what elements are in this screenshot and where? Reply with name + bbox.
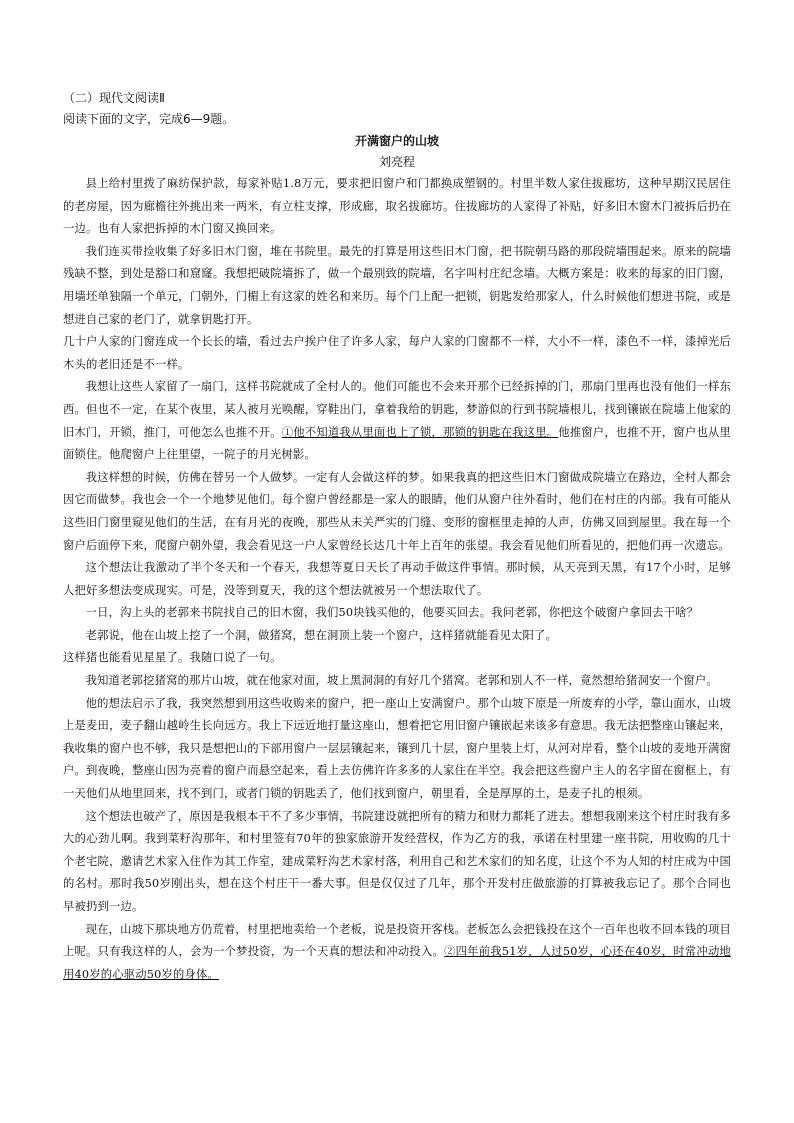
section-heading: （二）现代文阅读Ⅱ (63, 91, 165, 105)
paragraph-text: 几十户人家的门窗连成一个长长的墙，看过去户挨户住了许多人家，每户人家的门窗都不一样，大小不一样，漆色不一样，漆掉光后木头的老旧还是不一样。 (63, 335, 731, 371)
paragraph-text: 我想让这些人家留了一扇门，这样书院就成了全村人的。他们可能也不会来开那个已经拆掉的门，那扇门里再也没有他们一样东西。但也不一定，在某个夜里，某人被月光唤醒，穿鞋出门，拿着我给的钥匙，梦游似的行到书院墙根儿，找到镶嵌在院墙上他家的旧木门，开锁，推门，可他怎么也推不开。 (63, 380, 731, 439)
paragraph-text: 他推窗户，也推不开，窗户也从里面锁住。他爬窗户上往里望，一院子的月光树影。 (63, 425, 731, 462)
paragraph-text: 老郭说，他在山坡上挖了一个洞，做猪窝，想在洞顶上装一个窗户，这样猪就能看见太阳了。 (85, 628, 557, 642)
paragraph (63, 557, 731, 602)
paragraph (63, 693, 731, 806)
paragraph (63, 625, 731, 648)
paragraph-text: 我们连买带捡收集了好多旧木门窗，堆在书院里。最先的打算是用这些旧木门窗，把书院朝马路的那段院墙围起来。原来的院墙残缺不整，到处是豁口和窟窿。我想把破院墙拆了，做一个最别致的院墙，名字叫村庄纪念墙。大概方案是：收来的每家的旧门窗，用墙坯单独隔一个单元，门朝外，门楣上有这家的姓名和来历。每个门上配一把锁，钥匙发给那家人，什么时候他们想进书院，或是想进自己家的老门了，就拿钥匙打开。 (63, 244, 731, 326)
underlined-sentence: ②四年前我51岁，人过50岁，心还在40岁，时常冲动地用40岁的心驱动50岁的身体。 (63, 945, 732, 981)
paragraph (63, 376, 731, 466)
paragraph-text: 这个想法让我激动了半个冬天和一个春天，我想等夏日天长了再动手做这件事情。那时候，从天亮到天黑，有17个小时，足够人把好多想法变成现实。可是，没等到夏天，我的这个想法就被另一个想法取代了。 (63, 561, 731, 597)
paragraph-text: 我这样想的时候，仿佛在替另一个人做梦。一定有人会做这样的梦。如果我真的把这些旧木门窗做成院墙立在路边，全村人都会因它而做梦。我也会一个一个地梦见他们。每个窗户曾经都是一家人的眼睛，他们从窗户往外看时，他们在村庄的内部。我有可能从这些旧门窗里窥见他们的生活，在有月光的夜晚，那些从未关严实的门缝、变形的窗框里走掉的人声，仿佛又回到屋里。我在每一个窗户后面停下来，爬窗户朝外望，我会看见这一户人家曾经长达几十年上百年的张望。我会看见他们所看见的，把他们再一次遗忘。 (63, 470, 731, 552)
paragraph (63, 602, 731, 625)
paragraph-text: 一日，沟上头的老郭来书院找自己的旧木窗，我们50块钱买他的，他要买回去。我问老郭，你把这个破窗户拿回去干啥？ (85, 606, 699, 620)
paragraph-text: 这个想法也破产了，原因是我根本干不了多少事情，书院建设就把所有的精力和财力都耗了进去。想想我刚来这个村庄时我有多大的心劲儿啊。我到菜籽沟那年，和村里签有70年的独家旅游开发经营权，作为乙方的我，承诺在村里建一座书院，用收购的几十个老宅院，邀请艺术家入住作为其工作室，建成菜籽沟艺术家村落，利用自己和艺术家们的知名度，让这个不为人知的村庄成为中国的名村。那时我50岁刚出头，想在这个村庄干一番大事。但是仅仅过了几年，那个开发村庄做旅游的打算被我忘记了。那个合同也早被扔到一边。 (63, 809, 731, 913)
paragraph-text: 这样猪也能看见星星了。我随口说了一句。 (63, 651, 282, 665)
paragraph (63, 331, 731, 376)
paragraph-text: 他的想法启示了我，我突然想到用这些收购来的窗户，把一座山上安满窗户。那个山坡下原是一所废弃的小学，靠山面水，山坡上是麦田，麦子翻山越岭生长向远方。我上下远近地打量这座山，想着把它用旧窗户镶嵌起来该多有意思。我无法把整座山镶起来，我收集的窗户也不够，我只是想把山的下部用窗户一层层镶起来，镶到几十层，窗户里装上灯，从河对岸看，整个山坡的麦地开满窗户。到夜晚，整座山因为亮着的窗户而悬空起来，看上去仿佛许许多多的人家住在半空。我会把这些窗户主人的名字留在窗框上，有一天他们从地里回来，找不到门，或者门锁的钥匙丢了，他们找到窗户，朝里看，全是厚厚的土，是麦子扎的根须。 (63, 696, 731, 801)
paragraph-text: 县上给村里拨了麻纺保护款，每家补贴1.8万元，要求把旧窗户和门都换成塑钢的。村里半数人家住拔廊坊，这种早期汉民居住的老房屋，因为廊檐往外挑出来一两米，有立柱支撑，形成廊，取名拔廊坊。住拔廊坊的人家得了补贴，好多旧木窗木门被拆后扔在一边。也有人家把拆掉的木门窗又换回来。 (63, 177, 731, 236)
paragraph (63, 670, 731, 693)
paragraph (63, 241, 731, 331)
paragraph (63, 806, 731, 919)
paragraph (63, 467, 731, 557)
article-title: 开满窗户的山坡 (354, 134, 439, 148)
paragraph-text: 我知道老郭挖猪窝的那片山坡，就在他家对面，坡上黑洞洞的有好几个猪窝。老郭和别人不一样，竟然想给猪洞安一个窗户。 (85, 674, 718, 688)
paragraph (63, 647, 731, 670)
article-author: 刘亮程 (378, 155, 415, 169)
paragraph (63, 919, 731, 987)
paragraph-text: 现在，山坡下那块地方仍荒着，村里把地卖给一个老板，说是投资开客栈。老板怎么会把钱投在这个一百年也收不回本钱的项目上呢。只有我这样的人，会为一个梦投资，为一个天真的想法和冲动投入。 (63, 922, 731, 959)
instruction-text: 阅读下面的文字，完成6—9题。 (63, 112, 235, 126)
underlined-sentence: ①他不知道我从里面也上了锁，那锁的钥匙在我这里。 (281, 425, 559, 439)
paragraph (63, 173, 731, 241)
article-body (63, 173, 731, 986)
